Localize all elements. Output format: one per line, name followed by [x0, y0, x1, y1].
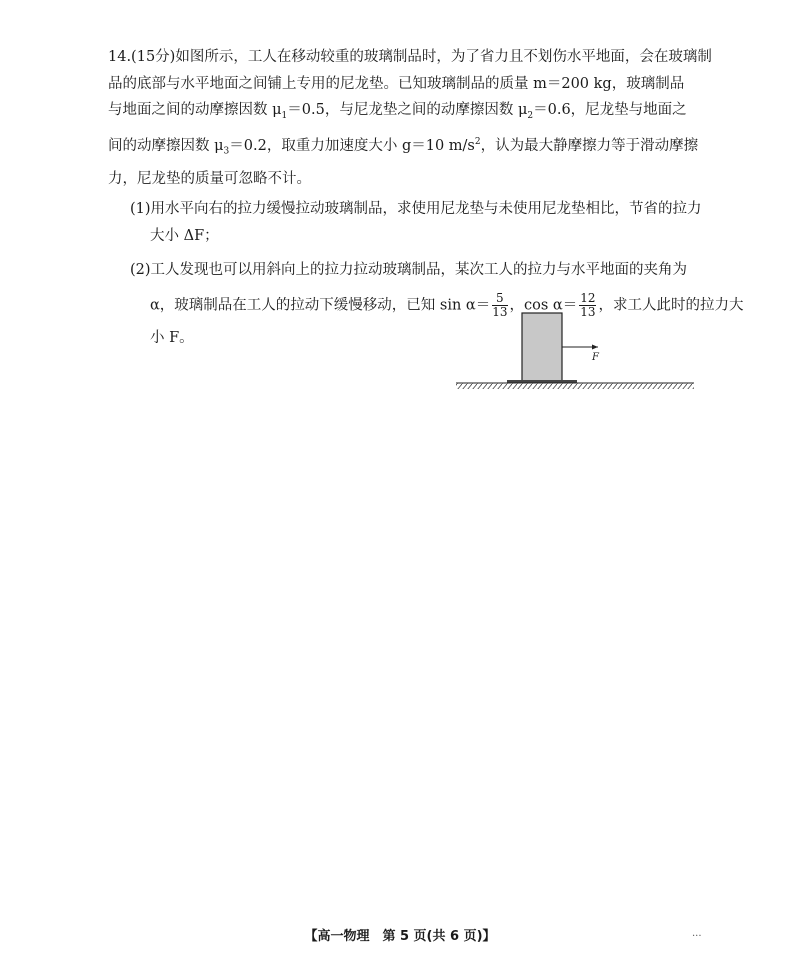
text-segment: ，cos α＝: [509, 297, 578, 314]
text-segment: ＝0.6，尼龙垫与地面之: [533, 102, 687, 118]
subquestion-1-cont: 大小 ΔF；: [150, 227, 219, 244]
text-segment: ＝0.2，取重力加速度大小 g＝10 m/s: [229, 138, 475, 155]
text-segment: 间的动摩擦因数 μ: [108, 138, 224, 155]
ground-hatching: [456, 383, 694, 389]
footer-text: 【高一物理 第 5 页(共 6 页)】: [304, 929, 496, 944]
text-segment: α，玻璃制品在工人的拉动下缓慢移动，已知 sin α＝: [150, 297, 491, 314]
question-line-3: [108, 97, 708, 129]
question-line-2: 品的底部与水平地面之间铺上专用的尼龙垫。已知玻璃制品的质量 m＝200 kg，玻璃制品: [108, 75, 685, 92]
subscript: 2: [527, 110, 534, 121]
force-label: F: [592, 352, 599, 363]
arrow-head-icon: [592, 345, 598, 350]
page-footer: [0, 925, 800, 944]
corner-mark: ...: [692, 928, 702, 939]
subscript: 3: [223, 147, 230, 158]
fraction-numerator: 12: [580, 290, 596, 305]
physics-figure: [452, 306, 696, 396]
question-line-4: [108, 129, 708, 165]
fraction-denominator: 13: [492, 304, 508, 319]
text-segment: ，认为最大静摩擦力等于滑动摩擦: [480, 138, 699, 155]
superscript: 2: [474, 137, 481, 148]
text-segment: ，求工人此时的拉力大: [598, 297, 744, 314]
subscript: 1: [281, 110, 288, 121]
question-line-1: 14.(15分)如图所示，工人在移动较重的玻璃制品时，为了省力且不划伤水平地面，会在玻璃制: [108, 49, 712, 65]
fraction-numerator: 5: [492, 292, 507, 306]
subquestion-2: (2)工人发现也可以用斜向上的拉力拉动玻璃制品，某次工人的拉力与水平地面的夹角为: [130, 262, 688, 279]
fraction-denominator: 13: [580, 304, 596, 319]
question-line-5: 力，尼龙垫的质量可忽略不计。: [108, 170, 311, 187]
subquestion-1: (1)用水平向右的拉力缓慢拉动玻璃制品，求使用尼龙垫与未使用尼龙垫相比，节省的拉力: [130, 201, 702, 218]
text-segment: 与地面之间的动摩擦因数 μ: [108, 102, 282, 118]
subquestion-2-end: 小 F。: [150, 329, 194, 346]
text-segment: ＝0.5，与尼龙垫之间的动摩擦因数 μ: [287, 102, 528, 118]
glass-block: [522, 313, 562, 381]
